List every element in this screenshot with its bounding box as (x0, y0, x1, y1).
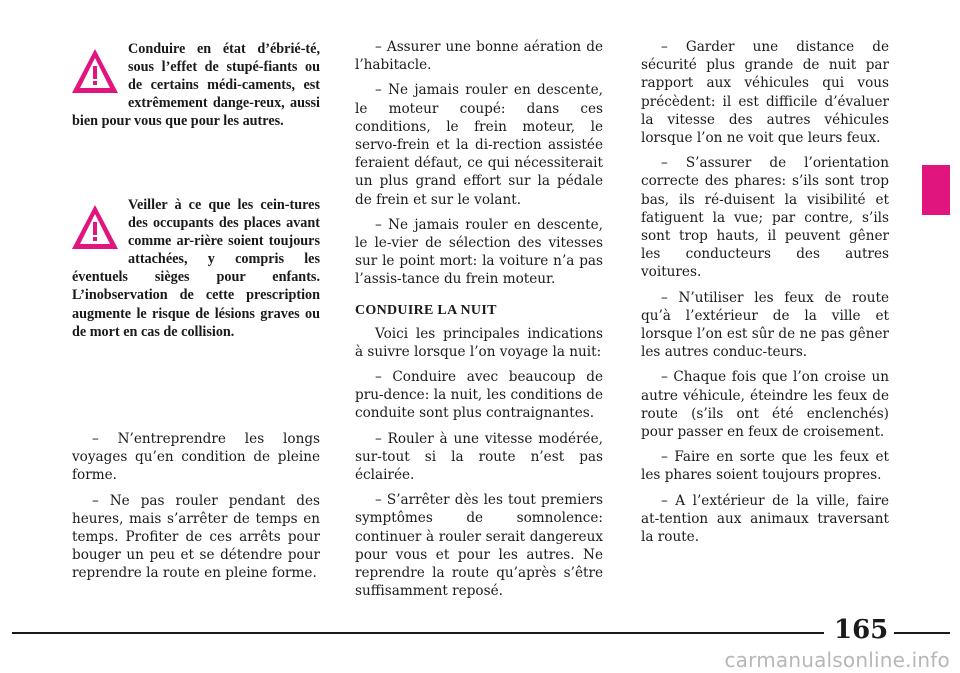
paragraph: – Ne jamais rouler en descente, le le-vier de sélection des vitesses sur le point mort: la voiture n’a pas l’assis-tance du frein moteur. (355, 216, 603, 288)
paragraph: – A l’extérieur de la ville, faire at-tention aux animaux traversant la route. (641, 492, 889, 546)
paragraph: – Assurer une bonne aération de l’habitacle. (355, 39, 603, 74)
paragraph: – Chaque fois que l’on croise un autre véhicule, éteindre les feux de route (s’ils ont été enclenchés) pour passer en feux de croisement. (641, 369, 889, 441)
warning-triangle-icon (70, 202, 120, 252)
footer-rule (12, 632, 824, 634)
column-1 (72, 430, 320, 583)
warning-block-1 (72, 40, 320, 130)
paragraph: – Garder une distance de sécurité plus grande de nuit par rapport aux véhicules qui vous précèdent: il est difficile d’évaluer la vitesse des autres véhicules lorsque l’on ne voit que leurs feux. (641, 39, 889, 147)
paragraph: – Faire en sorte que les feux et les phares soient toujours propres. (641, 449, 889, 484)
warning-block-2 (72, 196, 320, 341)
paragraph: – Ne pas rouler pendant des heures, mais s’arrêter de temps en temps. Profiter de ces arrêts pour bouger un peu et se détendre pour reprendre la route en pleine forme. (72, 492, 320, 582)
column-2 (355, 38, 603, 600)
warning-text-1: Conduire en état d’ébrié-té, sous l’effet de stupé-fiants ou de certains médi-caments, est extrêmement dange-reux, aussi bien pour vous que pour les autres. (72, 41, 320, 130)
column-3 (641, 38, 889, 546)
warning-text-2: Veiller à ce que les cein-tures des occupants des places avant comme ar-rière soient toujours attachées, y compris les éventuels sièges pour enfants. L’inobservation de cette prescription augmente le risque de lésions graves ou de mort en cas de collision. (72, 197, 320, 340)
section-heading: CONDUIRE LA NUIT (355, 302, 497, 318)
paragraph: Voici les principales indications à suivre lorsque l’on voyage la nuit: (355, 325, 603, 360)
paragraph: – S’assurer de l’orientation correcte des phares: s’ils sont trop bas, ils ré-duisent la visibilité et fatiguent la vue; par contre, s’ils sont trop hauts, il peuvent gêner les conducteurs des autres voitures. (641, 155, 889, 281)
page-number: 165 (834, 615, 889, 645)
warning-triangle-icon (70, 46, 120, 96)
paragraph: – Rouler à une vitesse modérée, sur-tout si la route n’est pas éclairée. (355, 430, 603, 484)
paragraph: – Ne jamais rouler en descente, le moteur coupé: dans ces conditions, le frein moteur, le servo-frein et la di-rection assistée feraient défaut, ce qui nécessiterait un plus grand effort sur la pédale de frein et sur le volant. (355, 82, 603, 208)
paragraph: – S’arrêter dès les tout premiers symptômes de somnolence: continuer à rouler serait dangereux pour vous et pour les autres. Ne reprendre la route qu’après s’être suffisamment reposé. (355, 492, 603, 600)
section-tab-marker (922, 165, 950, 215)
paragraph: – Conduire avec beaucoup de pru-dence: la nuit, les conditions de conduite sont plus contraignantes. (355, 369, 603, 422)
footer-rule (894, 632, 950, 634)
paragraph: – N’entreprendre les longs voyages qu’en condition de pleine forme. (72, 431, 320, 484)
paragraph: – N’utiliser les feux de route qu’à l’extérieur de la ville et lorsque l’on est sûr de ne pas gêner les autres conduc-teurs. (641, 289, 889, 361)
watermark: carmanualsonline.info (724, 648, 950, 672)
